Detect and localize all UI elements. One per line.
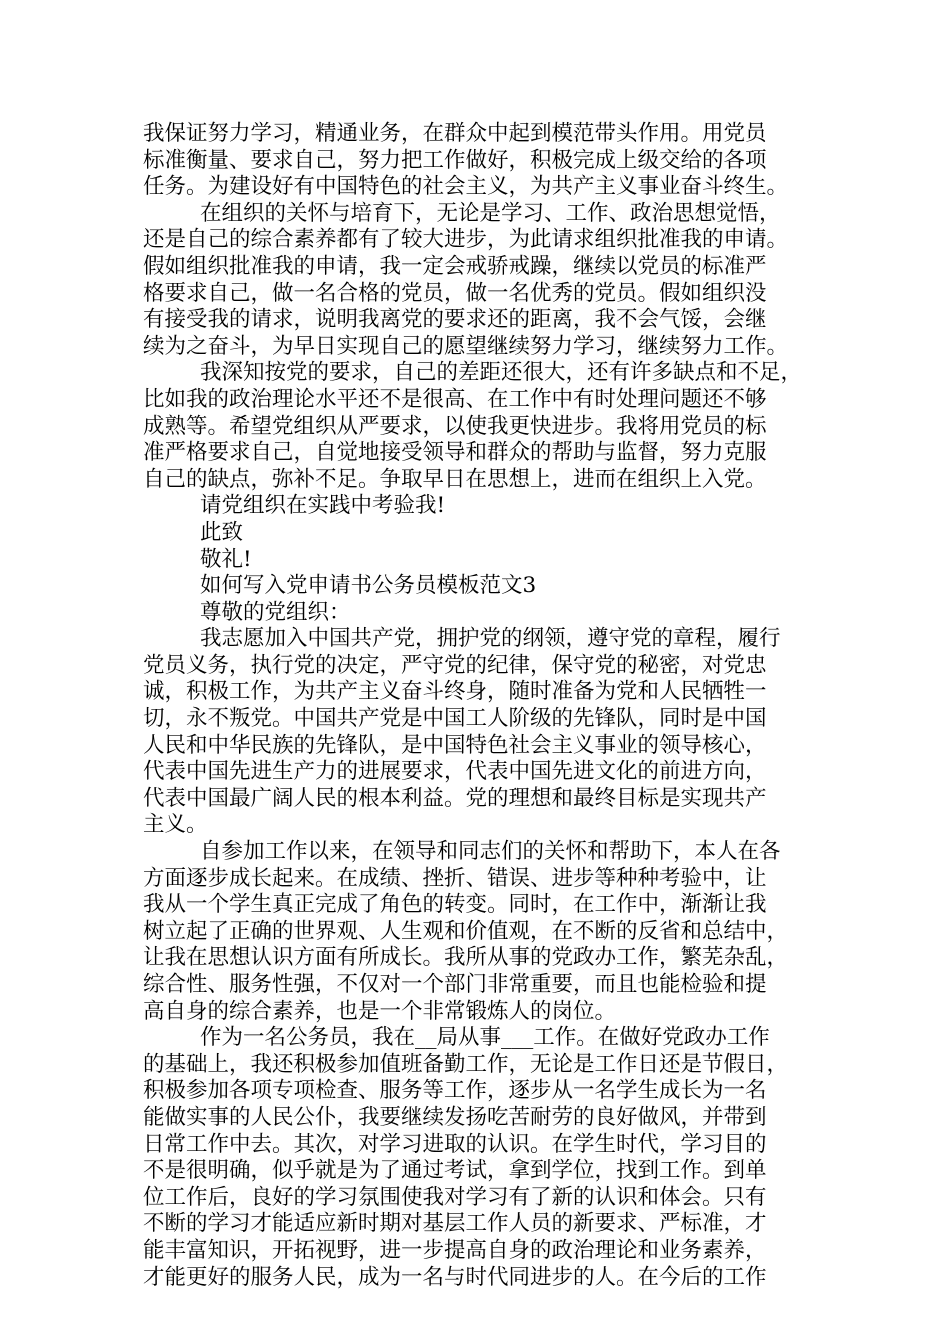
text-line: 高自身的综合素养，也是一个非常锻炼人的岗位。	[143, 998, 617, 1024]
text-line: 方面逐步成长起来。在成绩、挫折、错误、进步等种种考验中，让	[143, 865, 767, 891]
text-line: 请党组织在实践中考验我!	[200, 493, 446, 519]
text-line: 假如组织批准我的申请，我一定会戒骄戒躁，继续以党员的标准严	[143, 253, 767, 279]
text-line: 标准衡量、要求自己，努力把工作做好，积极完成上级交给的各项	[143, 147, 767, 173]
text-line: 我保证努力学习，精通业务，在群众中起到模范带头作用。用党员	[143, 121, 767, 146]
document-page	[143, 121, 811, 1291]
text-line: 我从一个学生真正完成了角色的转变。同时，在工作中，渐渐让我	[143, 892, 767, 918]
text-line: 续为之奋斗，为早日实现自己的愿望继续努力学习，继续努力工作。	[143, 333, 789, 359]
text-line: 成熟等。希望党组织从严要求，以使我更快进步。我将用党员的标	[143, 413, 767, 439]
text-line: 日常工作中去。其次，对学习进取的认识。在学生时代，学习目的	[143, 1131, 767, 1157]
text-line: 我志愿加入中国共产党，拥护党的纲领，遵守党的章程，履行	[200, 626, 781, 652]
text-line: 切，永不叛党。中国共产党是中国工人阶级的先锋队，同时是中国	[143, 706, 767, 732]
text-line: 的基础上，我还积极参加值班备勤工作，无论是工作日还是节假日，	[143, 1051, 789, 1077]
text-line: 比如我的政治理论水平还不是很高、在工作中有时处理问题还不够	[143, 386, 767, 412]
text-line: 能做实事的人民公仆，我要继续发扬吃苦耐劳的良好做风，并带到	[143, 1104, 767, 1130]
text-line: 主义。	[143, 812, 208, 838]
text-line: 让我在思想认识方面有所成长。我所从事的党政办工作，繁芜杂乱，	[143, 945, 789, 971]
text-line: 不断的学习才能适应新时期对基层工作人员的新要求、严标准，才	[143, 1211, 767, 1237]
text-line: 有接受我的请求，说明我离党的要求还的距离，我不会气馁，会继	[143, 307, 767, 333]
text-line: 诚，积极工作，为共产主义奋斗终身，随时准备为党和人民牺牲一	[143, 679, 767, 705]
text-line: 尊敬的党组织：	[200, 599, 351, 625]
text-line: 综合性、服务性强，不仅对一个部门非常重要，而且也能检验和提	[143, 972, 767, 997]
text-line: 如何写入党申请书公务员模板范文3	[200, 573, 537, 599]
text-line: 人民和中华民族的先锋队，是中国特色社会主义事业的领导核心，	[143, 732, 767, 758]
text-line: 任务。为建设好有中国特色的社会主义，为共产主义事业奋斗终生。	[143, 174, 789, 200]
text-line: 树立起了正确的世界观、人生观和价值观，在不断的反省和总结中，	[143, 918, 789, 944]
text-line: 位工作后，良好的学习氛围使我对学习有了新的认识和体会。只有	[143, 1184, 767, 1210]
text-line: 敬礼!	[200, 546, 252, 572]
text-line: 格要求自己，做一名合格的党员，做一名优秀的党员。假如组织没	[143, 280, 767, 306]
text-line: 自己的缺点，弥补不足。争取早日在思想上，进而在组织上入党。	[143, 466, 767, 492]
text-line: 积极参加各项专项检查、服务等工作，逐步从一名学生成长为一名	[143, 1078, 767, 1104]
text-line: 还是自己的综合素养都有了较大进步，为此请求组织批准我的申请。	[143, 227, 789, 253]
text-line: 党员义务，执行党的决定，严守党的纪律，保守党的秘密，对党忠	[143, 652, 767, 678]
text-line: 作为一名公务员，我在__局从事___工作。在做好党政办工作	[200, 1025, 770, 1051]
text-line: 在组织的关怀与培育下，无论是学习、工作、政治思想觉悟，	[200, 200, 781, 226]
text-line: 能丰富知识，开拓视野，进一步提高自身的政治理论和业务素养，	[143, 1237, 767, 1263]
text-line: 准严格要求自己，自觉地接受领导和群众的帮助与监督，努力克服	[143, 440, 767, 466]
text-line: 不是很明确，似乎就是为了通过考试，拿到学位，找到工作。到单	[143, 1158, 767, 1184]
text-line: 才能更好的服务人民，成为一名与时代同进步的人。在今后的工作	[143, 1264, 767, 1290]
text-line: 自参加工作以来，在领导和同志们的关怀和帮助下，本人在各	[200, 839, 781, 865]
text-line: 此致	[200, 519, 244, 545]
text-line: 我深知按党的要求，自己的差距还很大，还有许多缺点和不足，	[200, 360, 803, 386]
text-line: 代表中国先进生产力的进展要求，代表中国先进文化的前进方向，	[143, 759, 767, 785]
text-line: 代表中国最广阔人民的根本利益。党的理想和最终目标是实现共产	[143, 785, 767, 811]
